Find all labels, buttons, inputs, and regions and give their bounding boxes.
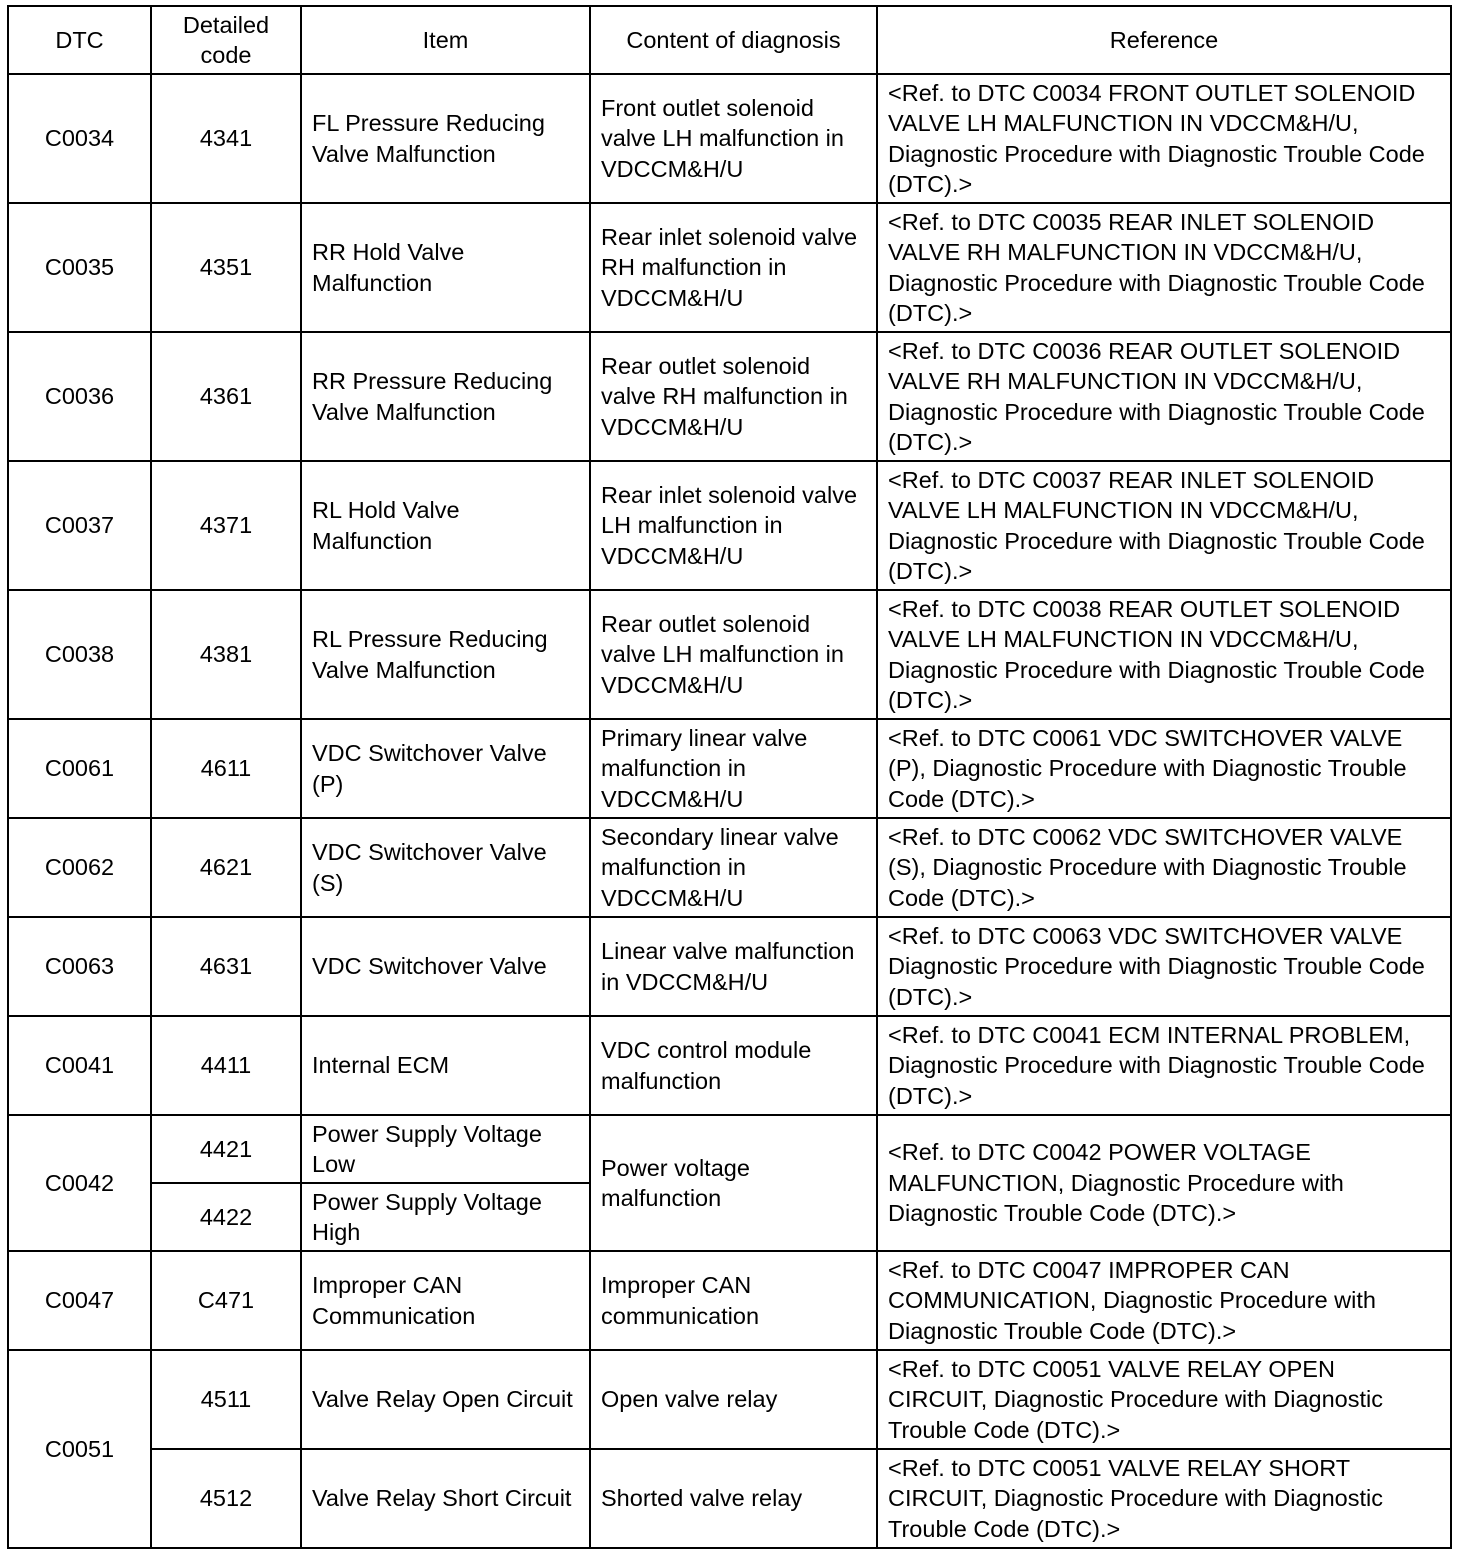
detailed-code-cell: 4631	[151, 917, 301, 1016]
reference-cell: <Ref. to DTC C0051 VALVE RELAY OPEN CIRCUIT, Diagnostic Procedure with Diagnostic Trouble Code (DTC).>	[877, 1350, 1451, 1449]
item-cell: RR Pressure Reducing Valve Malfunction	[301, 332, 590, 461]
detailed-code-cell: 4621	[151, 818, 301, 917]
dtc-cell: C0062	[8, 818, 151, 917]
content-cell: Linear valve malfunction in VDCCM&H/U	[590, 917, 877, 1016]
table-row	[8, 818, 1451, 917]
detailed-code-cell: 4381	[151, 590, 301, 719]
content-cell: Rear outlet solenoid valve RH malfunction in VDCCM&H/U	[590, 332, 877, 461]
dtc-table	[7, 5, 1452, 1549]
detailed-code-cell: 4341	[151, 74, 301, 203]
table-row	[8, 203, 1451, 332]
table-row	[8, 461, 1451, 590]
reference-cell: <Ref. to DTC C0063 VDC SWITCHOVER VALVE Diagnostic Procedure with Diagnostic Trouble Code (DTC).>	[877, 917, 1451, 1016]
reference-cell: <Ref. to DTC C0037 REAR INLET SOLENOID VALVE LH MALFUNCTION IN VDCCM&H/U, Diagnostic Procedure with Diagnostic Trouble Code (DTC).>	[877, 461, 1451, 590]
detailed-code-cell: 4361	[151, 332, 301, 461]
table-row	[8, 1449, 1451, 1548]
reference-cell: <Ref. to DTC C0061 VDC SWITCHOVER VALVE (P), Diagnostic Procedure with Diagnostic Trouble Code (DTC).>	[877, 719, 1451, 818]
content-cell: Primary linear valve malfunction in VDCCM&H/U	[590, 719, 877, 818]
table-row	[8, 590, 1451, 719]
reference-cell: <Ref. to DTC C0051 VALVE RELAY SHORT CIRCUIT, Diagnostic Procedure with Diagnostic Trouble Code (DTC).>	[877, 1449, 1451, 1548]
dtc-cell: C0042	[8, 1115, 151, 1251]
detailed-code-cell: 4351	[151, 203, 301, 332]
reference-cell: <Ref. to DTC C0062 VDC SWITCHOVER VALVE (S), Diagnostic Procedure with Diagnostic Trouble Code (DTC).>	[877, 818, 1451, 917]
dtc-cell: C0034	[8, 74, 151, 203]
content-cell: Shorted valve relay	[590, 1449, 877, 1548]
item-cell: RL Hold Valve Malfunction	[301, 461, 590, 590]
detailed-code-cell: 4371	[151, 461, 301, 590]
dtc-cell: C0038	[8, 590, 151, 719]
detailed-code-cell: 4512	[151, 1449, 301, 1548]
header-detailed-code: Detailed code	[151, 6, 301, 74]
item-cell: VDC Switchover Valve (P)	[301, 719, 590, 818]
content-cell: Secondary linear valve malfunction in VDCCM&H/U	[590, 818, 877, 917]
reference-cell: <Ref. to DTC C0038 REAR OUTLET SOLENOID VALVE LH MALFUNCTION IN VDCCM&H/U, Diagnostic Procedure with Diagnostic Trouble Code (DTC).>	[877, 590, 1451, 719]
dtc-cell: C0051	[8, 1350, 151, 1548]
dtc-cell: C0047	[8, 1251, 151, 1350]
item-cell: Valve Relay Short Circuit	[301, 1449, 590, 1548]
item-cell: Improper CAN Communication	[301, 1251, 590, 1350]
content-cell: Improper CAN communication	[590, 1251, 877, 1350]
header-content: Content of diagnosis	[590, 6, 877, 74]
header-item: Item	[301, 6, 590, 74]
table-row	[8, 1016, 1451, 1115]
item-cell: RL Pressure Reducing Valve Malfunction	[301, 590, 590, 719]
content-cell: Front outlet solenoid valve LH malfunction in VDCCM&H/U	[590, 74, 877, 203]
table-row	[8, 1115, 1451, 1183]
table-row	[8, 1350, 1451, 1449]
item-cell: VDC Switchover Valve	[301, 917, 590, 1016]
detailed-code-cell: 4411	[151, 1016, 301, 1115]
dtc-cell: C0036	[8, 332, 151, 461]
dtc-cell: C0037	[8, 461, 151, 590]
content-cell: Rear outlet solenoid valve LH malfunction in VDCCM&H/U	[590, 590, 877, 719]
table-row	[8, 719, 1451, 818]
content-cell: Power voltage malfunction	[590, 1115, 877, 1251]
reference-cell: <Ref. to DTC C0036 REAR OUTLET SOLENOID VALVE RH MALFUNCTION IN VDCCM&H/U, Diagnostic Procedure with Diagnostic Trouble Code (DTC).>	[877, 332, 1451, 461]
dtc-cell: C0063	[8, 917, 151, 1016]
header-reference: Reference	[877, 6, 1451, 74]
table-row	[8, 917, 1451, 1016]
table-row	[8, 332, 1451, 461]
item-cell: Internal ECM	[301, 1016, 590, 1115]
table-row	[8, 1251, 1451, 1350]
content-cell: Rear inlet solenoid valve RH malfunction in VDCCM&H/U	[590, 203, 877, 332]
item-cell: VDC Switchover Valve (S)	[301, 818, 590, 917]
dtc-cell: C0061	[8, 719, 151, 818]
dtc-cell: C0041	[8, 1016, 151, 1115]
header-row	[8, 6, 1451, 74]
item-cell: RR Hold Valve Malfunction	[301, 203, 590, 332]
item-cell: FL Pressure Reducing Valve Malfunction	[301, 74, 590, 203]
reference-cell: <Ref. to DTC C0042 POWER VOLTAGE MALFUNCTION, Diagnostic Procedure with Diagnostic Trouble Code (DTC).>	[877, 1115, 1451, 1251]
dtc-cell: C0035	[8, 203, 151, 332]
item-cell: Power Supply Voltage High	[301, 1183, 590, 1251]
content-cell: Rear inlet solenoid valve LH malfunction in VDCCM&H/U	[590, 461, 877, 590]
detailed-code-cell: C471	[151, 1251, 301, 1350]
detailed-code-cell: 4611	[151, 719, 301, 818]
reference-cell: <Ref. to DTC C0047 IMPROPER CAN COMMUNICATION, Diagnostic Procedure with Diagnostic Trouble Code (DTC).>	[877, 1251, 1451, 1350]
table-row	[8, 74, 1451, 203]
reference-cell: <Ref. to DTC C0034 FRONT OUTLET SOLENOID VALVE LH MALFUNCTION IN VDCCM&H/U, Diagnostic Procedure with Diagnostic Trouble Code (DTC).>	[877, 74, 1451, 203]
header-dtc: DTC	[8, 6, 151, 74]
detailed-code-cell: 4511	[151, 1350, 301, 1449]
detailed-code-cell: 4422	[151, 1183, 301, 1251]
item-cell: Power Supply Voltage Low	[301, 1115, 590, 1183]
reference-cell: <Ref. to DTC C0035 REAR INLET SOLENOID VALVE RH MALFUNCTION IN VDCCM&H/U, Diagnostic Procedure with Diagnostic Trouble Code (DTC).>	[877, 203, 1451, 332]
reference-cell: <Ref. to DTC C0041 ECM INTERNAL PROBLEM, Diagnostic Procedure with Diagnostic Trouble Code (DTC).>	[877, 1016, 1451, 1115]
content-cell: VDC control module malfunction	[590, 1016, 877, 1115]
item-cell: Valve Relay Open Circuit	[301, 1350, 590, 1449]
content-cell: Open valve relay	[590, 1350, 877, 1449]
detailed-code-cell: 4421	[151, 1115, 301, 1183]
